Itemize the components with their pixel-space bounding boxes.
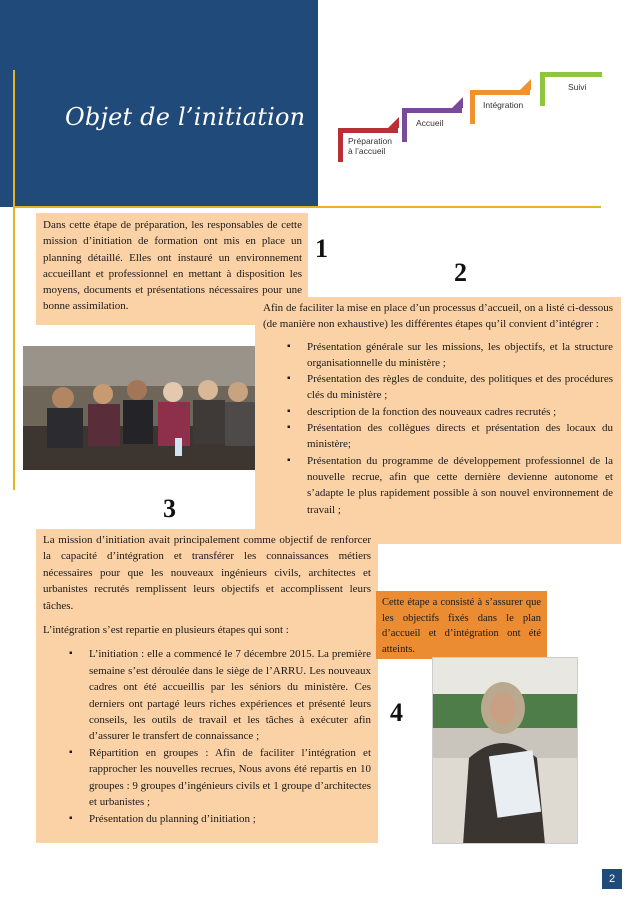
step-integration-label: Intégration <box>483 100 524 110</box>
page-title: Objet de l’initiation <box>65 103 306 131</box>
page-number: 2 <box>608 873 616 885</box>
section-3-list <box>43 646 371 826</box>
section-4-text: Cette étape a consisté à s’assurer que les objectifs fixés dans le plan d’accueil et d’intégration ont été atteints. <box>382 597 541 655</box>
section-2-list <box>263 339 613 518</box>
page-number-badge <box>602 869 622 889</box>
gold-vertical-rule <box>13 70 15 490</box>
list-item: ▪ Présentation des règles de conduite, des politiques et des procédures clés du ministère ; <box>307 371 613 404</box>
step-preparation-bar <box>338 128 398 133</box>
step-suivi-bar <box>540 72 602 77</box>
section-3-box <box>36 529 378 843</box>
gold-horizontal-rule <box>15 206 601 208</box>
step-preparation-shape <box>338 128 343 162</box>
list-item: ▪ Présentation générale sur les missions, les objectifs, et la structure organisationnelle du ministère ; <box>307 339 613 372</box>
section-2-box <box>255 297 621 544</box>
list-item: ▪ Présentation du planning d’initiation ; <box>89 811 371 827</box>
section-4-box <box>376 591 547 659</box>
section-3-intro: La mission d’initiation avait principalement comme objectif de renforcer la capacité d’intégration et transférer les connaissances métiers nécessaires pour que les nouveaux ingénieurs civils, architectes et urbanistes recrutés remplissent leurs objectifs et accomplissent leurs tâches. <box>43 534 371 612</box>
speaker-photo-image <box>433 658 578 844</box>
section-3-number: 3 <box>163 494 176 523</box>
step-integration-arrow <box>520 79 531 90</box>
step-preparation-arrow <box>388 117 399 128</box>
step-accueil-arrow <box>452 97 463 108</box>
list-item: ▪ description de la fonction des nouveaux cadres recrutés ; <box>307 404 613 420</box>
section-2-intro: Afin de faciliter la mise en place d’un processus d’accueil, on a listé ci-dessous (de manière non exhaustive) les différentes étapes qu’il convient d’intégrer : <box>263 302 613 331</box>
section-1-text: Dans cette étape de préparation, les responsables de cette mission d’initiation de formation ont mis en place un planning détaillé. Elles ont instauré un environnement accueillant et professionnel en mettant à disposition les moyens, documents et présentations nécessaires pour une bonne assimilation. <box>43 219 302 313</box>
list-item: ▪ Répartition en groupes : Afin de faciliter l’intégration et rapprocher les nouvelles recrues, Nous avons été repartis en 10 groupes : 9 groupes d’ingénieurs civils et 1 groupe d’architectes et urbanistes ; <box>89 745 371 811</box>
step-accueil-label: Accueil <box>416 118 444 128</box>
step-accueil-bar <box>402 108 462 113</box>
group-photo-image <box>23 346 256 470</box>
step-integration-shape <box>470 90 475 124</box>
process-staircase-graphic <box>330 60 610 170</box>
group-photo <box>23 346 256 470</box>
list-item: ▪ Présentation du programme de développement professionnel de la nouvelle recrue, afin que cette dernière devienne autonome et s’adapte le plus rapidement possible à son nouvel environnement de travail ; <box>307 453 613 518</box>
step-suivi-shape <box>540 72 545 106</box>
list-item: ▪ L’initiation : elle a commencé le 7 décembre 2015. La première semaine s’est déroulée dans le siège de l’ARRU. Les nouveaux cadres ont été accueillis par les séniors du ministère. Ces derniers ont partagé leurs riches expériences et présenté leurs conseils, les outils de travail et les tâches à exécuter afin d’assurer le transfert de connaissance ; <box>89 646 371 744</box>
step-suivi-label: Suivi <box>568 82 587 92</box>
speaker-photo <box>432 657 578 844</box>
step-preparation-label: Préparation à l’accueil <box>348 136 392 156</box>
section-3-subtitle: L’intégration s’est repartie en plusieurs étapes qui sont : <box>43 624 289 637</box>
step-accueil-shape <box>402 108 407 142</box>
section-1-number: 1 <box>315 234 328 263</box>
section-4-number: 4 <box>390 698 403 727</box>
list-item: ▪ Présentation des collègues directs et présentation des locaux du ministère; <box>307 420 613 453</box>
step-integration-bar <box>470 90 530 95</box>
section-2-number: 2 <box>454 258 467 287</box>
